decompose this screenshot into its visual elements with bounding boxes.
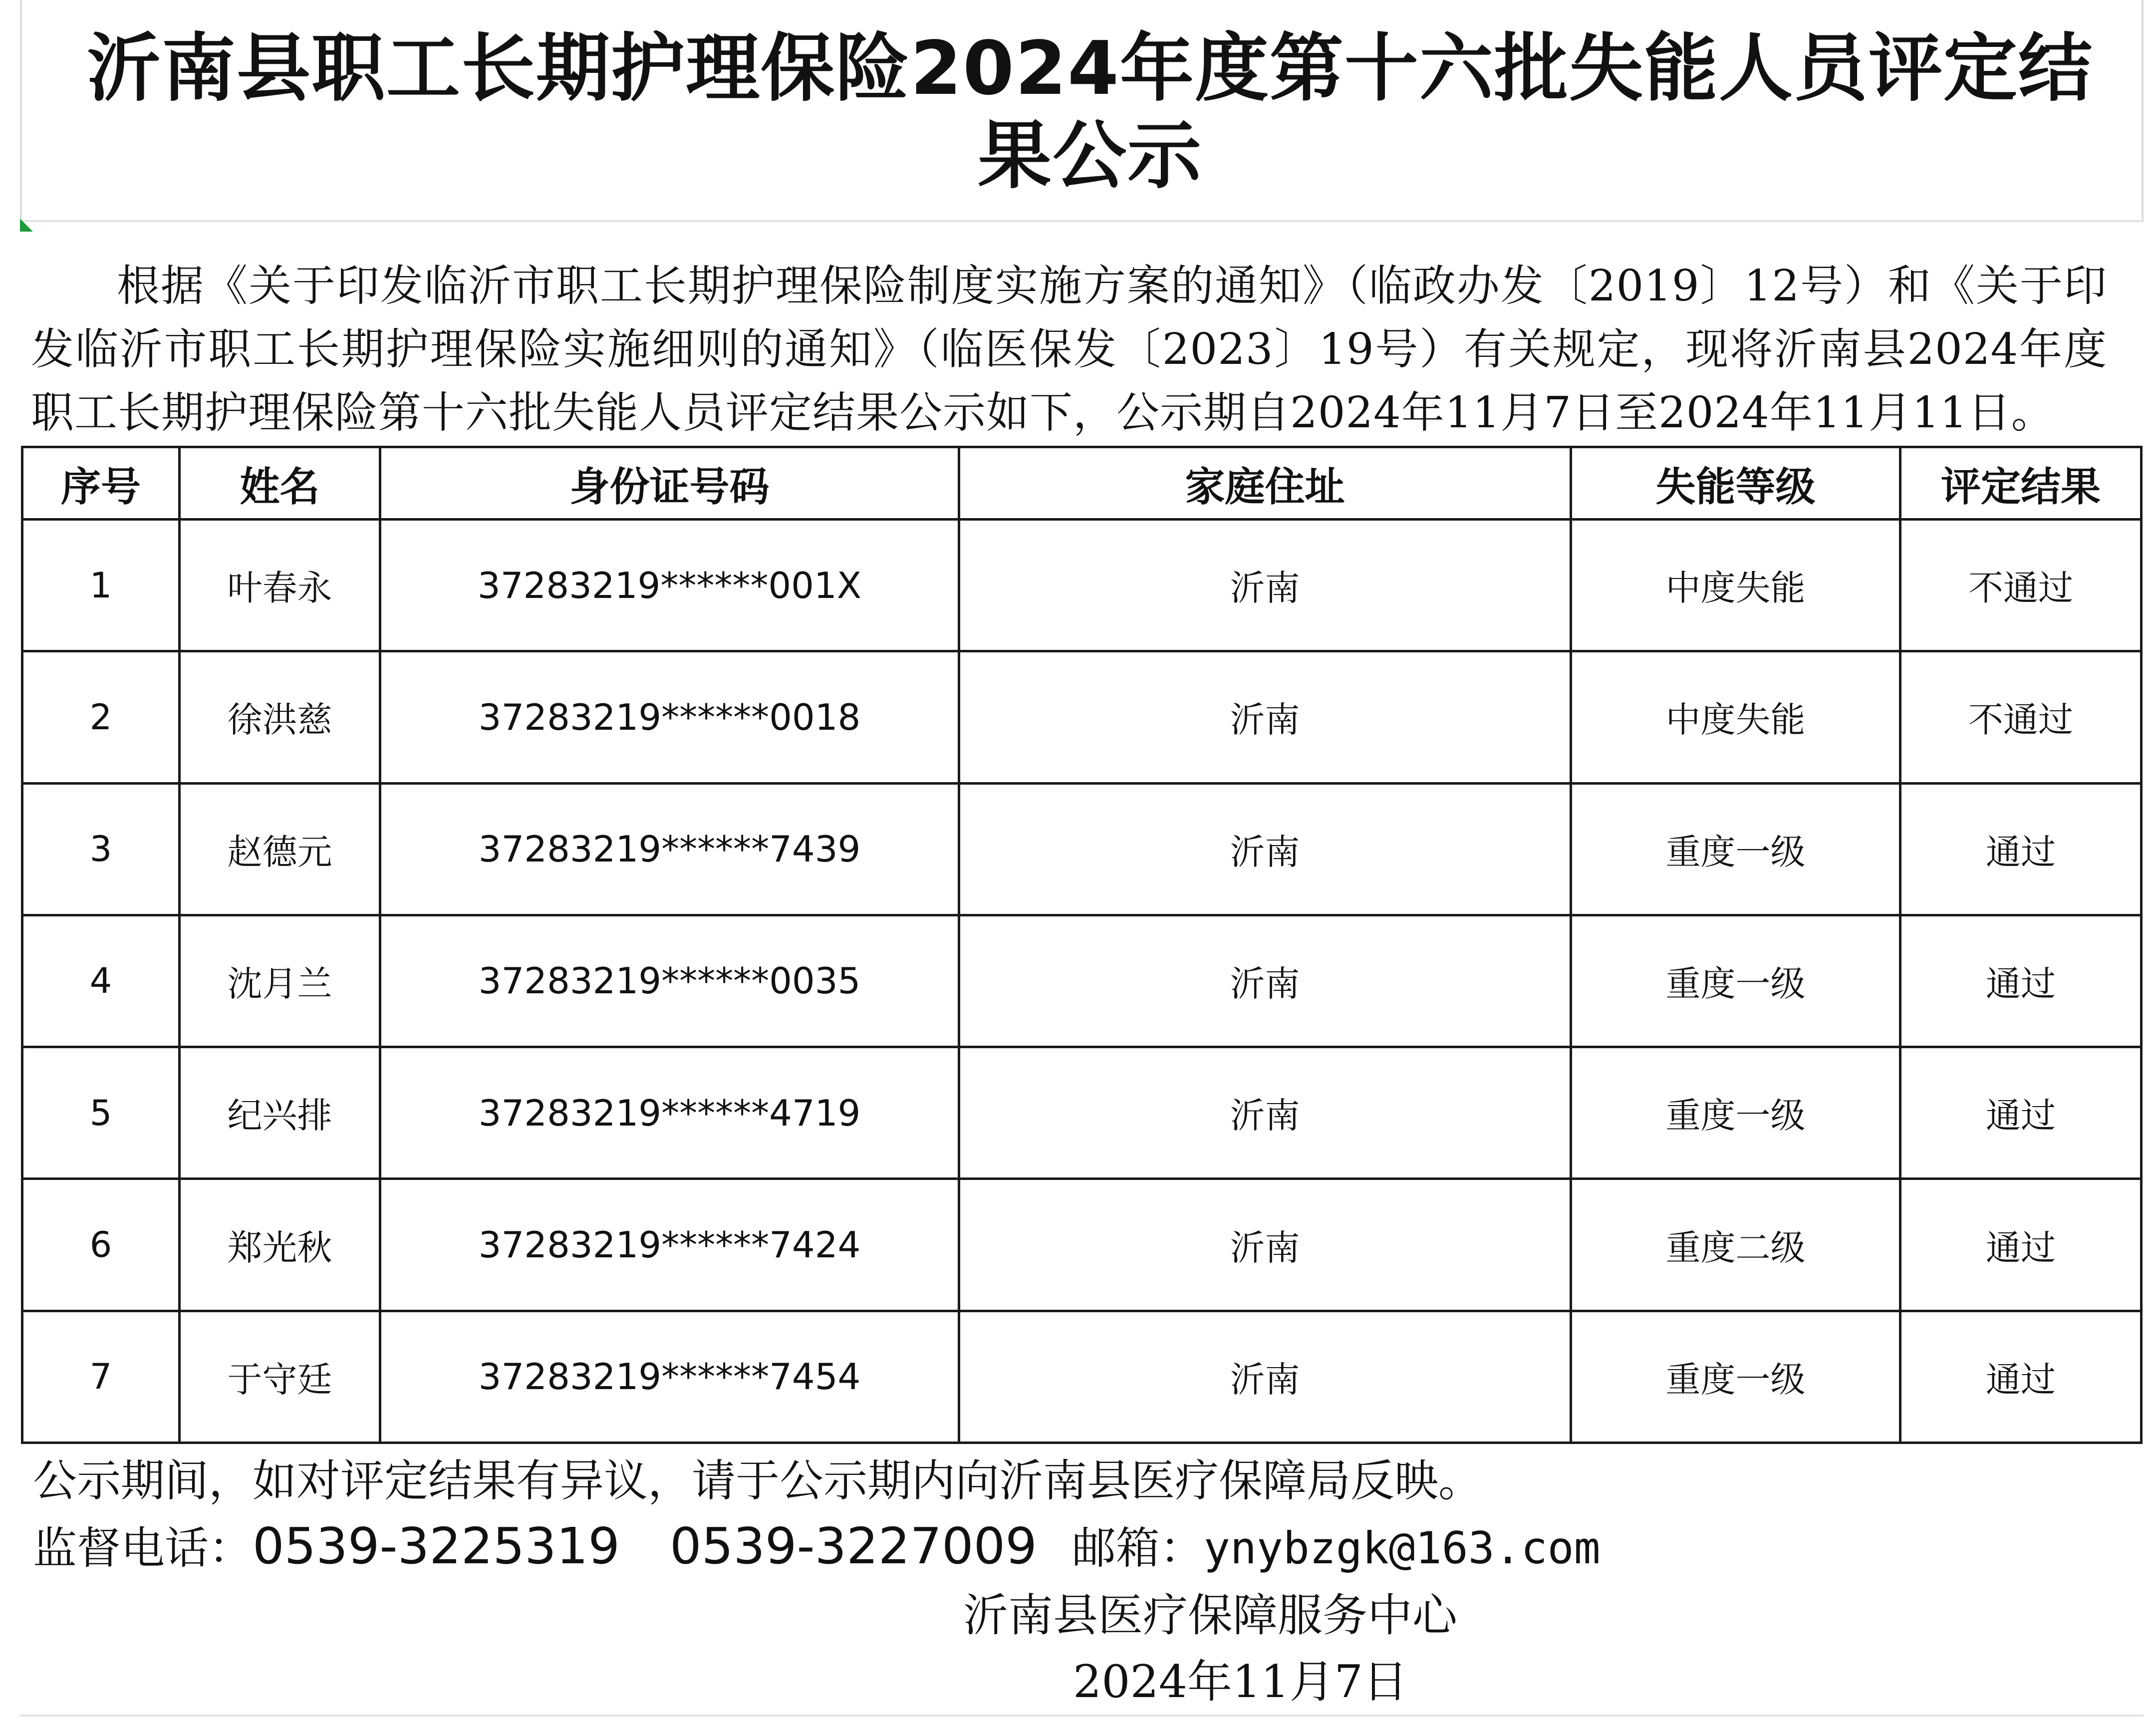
header-address: 家庭住址 (959, 447, 1571, 520)
contact-line (33, 1516, 1601, 1578)
cell-result: 通过 (1900, 1047, 2142, 1179)
cell-name: 郑光秋 (180, 1179, 380, 1311)
cell-result: 通过 (1900, 1311, 2142, 1442)
objection-notice: 公示期间，如对评定结果有异议，请于公示期内向沂南县医疗保障局反映。 (33, 1455, 1483, 1506)
cell-address: 沂南 (959, 651, 1571, 783)
table-header-row (22, 447, 2142, 520)
cell-address: 沂南 (959, 1311, 1571, 1442)
cell-id-number: 37283219******4719 (380, 1047, 959, 1179)
cell-serial: 3 (22, 783, 180, 915)
header-id-number: 身份证号码 (380, 447, 959, 520)
cell-id-number: 37283219******0035 (380, 915, 959, 1047)
cell-disability-level: 中度失能 (1571, 651, 1900, 783)
cell-address: 沂南 (959, 520, 1571, 651)
cell-disability-level: 重度二级 (1571, 1179, 1900, 1311)
cell-name: 于守廷 (180, 1311, 380, 1442)
email-address: ynybzgk@163.com (1203, 1522, 1601, 1574)
cell-serial: 4 (22, 915, 180, 1047)
cell-address: 沂南 (959, 915, 1571, 1047)
cell-name: 徐洪慈 (180, 651, 380, 783)
cell-name: 纪兴排 (180, 1047, 380, 1179)
phone-number-1: 0539-3225319 (253, 1517, 620, 1575)
cell-result: 不通过 (1900, 651, 2142, 783)
cell-serial: 5 (22, 1047, 180, 1179)
issue-date: 2024年11月7日 (1073, 1656, 1408, 1708)
table-row (22, 1047, 2142, 1179)
table-row (22, 1179, 2142, 1311)
cell-result: 不通过 (1900, 520, 2142, 651)
cell-result: 通过 (1900, 783, 2142, 915)
cell-comment-marker (20, 219, 33, 232)
cell-id-number: 37283219******001X (380, 520, 959, 651)
cell-name: 沈月兰 (180, 915, 380, 1047)
cell-name: 赵德元 (180, 783, 380, 915)
page-bottom-border (20, 1715, 2144, 1717)
cell-id-number: 37283219******0018 (380, 651, 959, 783)
issuer-name: 沂南县医疗保障服务中心 (963, 1589, 1457, 1642)
cell-serial: 2 (22, 651, 180, 783)
cell-disability-level: 中度失能 (1571, 520, 1900, 651)
table-row (22, 520, 2142, 651)
header-serial: 序号 (22, 447, 180, 520)
cell-serial: 7 (22, 1311, 180, 1442)
cell-id-number: 37283219******7439 (380, 783, 959, 915)
email-label: 邮箱： (1072, 1522, 1204, 1574)
results-table (21, 446, 2143, 1444)
header-name: 姓名 (180, 447, 380, 520)
cell-disability-level: 重度一级 (1571, 1047, 1900, 1179)
cell-address: 沂南 (959, 783, 1571, 915)
cell-disability-level: 重度一级 (1571, 915, 1900, 1047)
phone-number-2: 0539-3227009 (669, 1517, 1037, 1575)
cell-disability-level: 重度一级 (1571, 783, 1900, 915)
cell-address: 沂南 (959, 1179, 1571, 1311)
cell-disability-level: 重度一级 (1571, 1311, 1900, 1442)
table-row (22, 651, 2142, 783)
cell-name: 叶春永 (180, 520, 380, 651)
phone-label: 监督电话： (33, 1522, 253, 1574)
cell-serial: 6 (22, 1179, 180, 1311)
table-row (22, 915, 2142, 1047)
cell-result: 通过 (1900, 915, 2142, 1047)
cell-id-number: 37283219******7424 (380, 1179, 959, 1311)
cell-id-number: 37283219******7454 (380, 1311, 959, 1442)
intro-paragraph: 根据《关于印发临沂市职工长期护理保险制度实施方案的通知》（临政办发〔2019〕12号）和《关于印发临沂市职工长期护理保险实施细则的通知》（临医保发〔2023〕19号）有关规定，现将沂南县2024年度职工长期护理保险第十六批失能人员评定结果公示如下，公示期自2024年11月7日至2024年11月11日。 (31, 261, 2107, 438)
title-frame (20, 0, 2144, 222)
table-row (22, 783, 2142, 915)
table-row (22, 1311, 2142, 1442)
header-result: 评定结果 (1900, 447, 2142, 520)
cell-address: 沂南 (959, 1047, 1571, 1179)
cell-result: 通过 (1900, 1179, 2142, 1311)
document-title: 沂南县职工长期护理保险2024年度第十六批失能人员评定结果公示 (87, 25, 2093, 199)
header-disability-level: 失能等级 (1571, 447, 1900, 520)
cell-serial: 1 (22, 520, 180, 651)
